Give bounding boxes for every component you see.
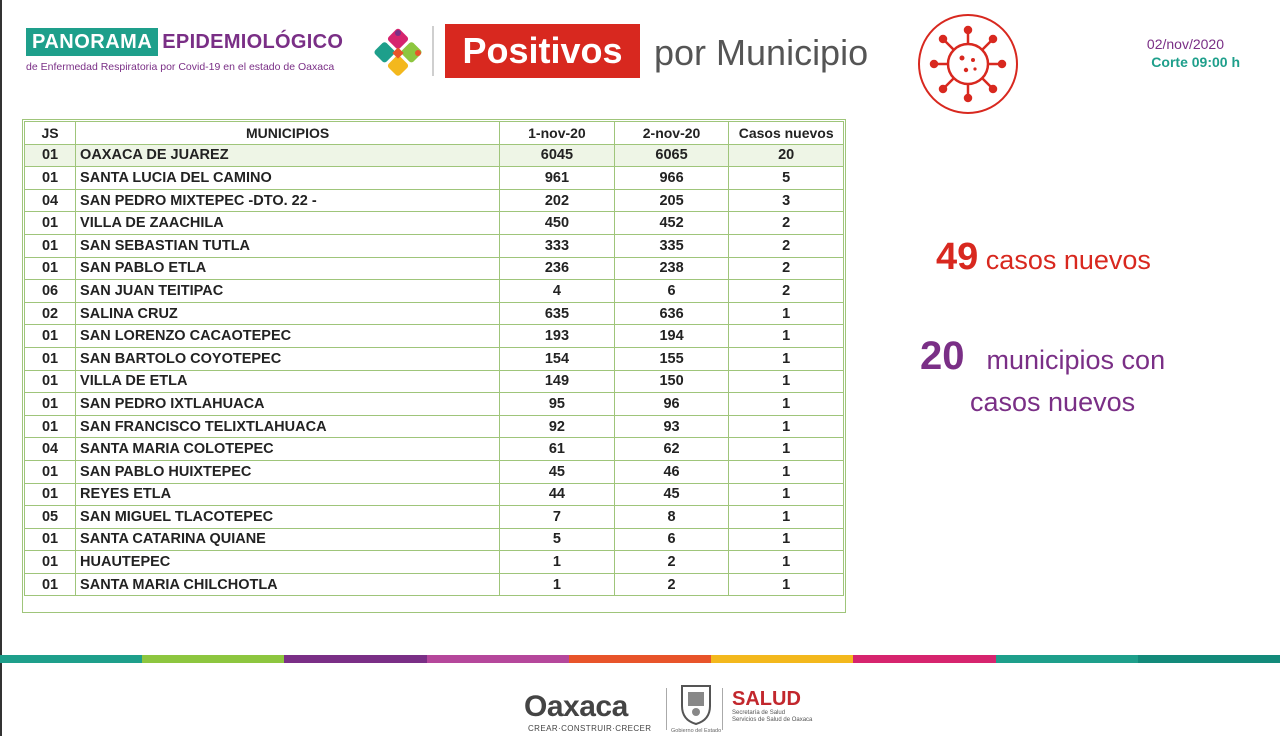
casos-nuevos-cell: 1	[729, 393, 844, 416]
date2-cell: 6	[614, 280, 729, 303]
crest-caption: Gobierno del Estado	[671, 728, 722, 734]
oaxaca-logo: Oaxaca	[524, 690, 628, 723]
js-cell: 01	[25, 415, 76, 438]
table-row	[25, 212, 844, 235]
casos-label: casos nuevos	[985, 245, 1151, 275]
salud-logo: SALUD	[732, 688, 801, 710]
header-casos-nuevos: Casos nuevos	[729, 122, 844, 145]
stripe-segment	[284, 655, 426, 663]
table-row	[25, 167, 844, 190]
date1-cell: 149	[500, 370, 615, 393]
header-municipios: MUNICIPIOS	[76, 122, 500, 145]
municipio-cell: SAN LORENZO CACAOTEPEC	[76, 325, 500, 348]
report-cutoff: Corte 09:00 h	[1151, 54, 1240, 70]
js-cell: 01	[25, 144, 76, 167]
date2-cell: 194	[614, 325, 729, 348]
salud-caption	[732, 710, 812, 724]
stripe-segment	[569, 655, 711, 663]
table-row	[25, 393, 844, 416]
date2-cell: 335	[614, 234, 729, 257]
date1-cell: 45	[500, 460, 615, 483]
state-crest-icon	[676, 682, 716, 726]
footer-divider-1	[666, 688, 667, 730]
casos-nuevos-cell: 2	[729, 212, 844, 235]
date2-cell: 150	[614, 370, 729, 393]
date2-cell: 205	[614, 189, 729, 212]
municipio-cell: SAN PABLO HUIXTEPEC	[76, 460, 500, 483]
casos-nuevos-cell: 1	[729, 506, 844, 529]
municipio-cell: SAN SEBASTIAN TUTLA	[76, 234, 500, 257]
date1-cell: 4	[500, 280, 615, 303]
js-cell: 01	[25, 234, 76, 257]
casos-nuevos-cell: 1	[729, 370, 844, 393]
table-row	[25, 370, 844, 393]
casos-nuevos-cell: 1	[729, 483, 844, 506]
js-cell: 01	[25, 573, 76, 596]
report-date: 02/nov/2020	[1146, 36, 1224, 52]
positivos-banner: Positivos	[445, 24, 640, 78]
table-header-row	[25, 122, 844, 145]
js-cell: 01	[25, 460, 76, 483]
virus-icon	[916, 12, 1020, 116]
date1-cell: 193	[500, 325, 615, 348]
date1-cell: 236	[500, 257, 615, 280]
table-row	[25, 551, 844, 574]
date1-cell: 154	[500, 347, 615, 370]
casos-nuevos-cell: 2	[729, 257, 844, 280]
casos-count: 49	[936, 236, 979, 278]
stripe-segment	[996, 655, 1138, 663]
date1-cell: 202	[500, 189, 615, 212]
casos-nuevos-cell: 1	[729, 302, 844, 325]
municipios-count: 20	[920, 334, 965, 378]
salud-caption-1: Secretaría de Salud	[732, 710, 786, 716]
table-row	[25, 415, 844, 438]
js-cell: 06	[25, 280, 76, 303]
header-date-1: 1-nov-20	[500, 122, 615, 145]
date2-cell: 46	[614, 460, 729, 483]
municipio-cell: SAN MIGUEL TLACOTEPEC	[76, 506, 500, 529]
stripe-segment	[427, 655, 569, 663]
municipios-label-2: casos nuevos	[970, 387, 1136, 417]
js-cell: 04	[25, 438, 76, 461]
js-cell: 01	[25, 370, 76, 393]
casos-nuevos-cell: 1	[729, 325, 844, 348]
epidemiologico-label: EPIDEMIOLÓGICO	[162, 31, 344, 53]
casos-nuevos-cell: 2	[729, 280, 844, 303]
casos-nuevos-cell: 1	[729, 415, 844, 438]
municipio-cell: VILLA DE ZAACHILA	[76, 212, 500, 235]
date2-cell: 155	[614, 347, 729, 370]
js-cell: 01	[25, 528, 76, 551]
oaxaca-tagline: CREAR·CONSTRUIR·CRECER	[528, 724, 652, 733]
municipio-cell: SAN BARTOLO COYOTEPEC	[76, 347, 500, 370]
stripe-segment	[711, 655, 853, 663]
js-cell: 01	[25, 347, 76, 370]
panorama-logo	[26, 28, 343, 73]
table-row	[25, 528, 844, 551]
municipio-cell: SAN PEDRO MIXTEPEC -DTO. 22 -	[76, 189, 500, 212]
date1-cell: 7	[500, 506, 615, 529]
js-cell: 01	[25, 551, 76, 574]
date1-cell: 1	[500, 573, 615, 596]
header-js: JS	[25, 122, 76, 145]
table-row	[25, 483, 844, 506]
stripe-segment	[1138, 655, 1280, 663]
por-municipio-title: por Municipio	[654, 32, 869, 73]
casos-nuevos-cell: 3	[729, 189, 844, 212]
table-row	[25, 438, 844, 461]
js-cell: 01	[25, 212, 76, 235]
municipio-cell: SAN PEDRO IXTLAHUACA	[76, 393, 500, 416]
date2-cell: 6065	[614, 144, 729, 167]
date2-cell: 45	[614, 483, 729, 506]
municipio-cell: REYES ETLA	[76, 483, 500, 506]
date1-cell: 95	[500, 393, 615, 416]
footer-logos	[0, 680, 1280, 736]
header-divider	[432, 26, 434, 76]
date2-cell: 2	[614, 573, 729, 596]
stripe-segment	[142, 655, 284, 663]
date2-cell: 96	[614, 393, 729, 416]
js-cell: 01	[25, 483, 76, 506]
municipio-cell: SANTA CATARINA QUIANE	[76, 528, 500, 551]
casos-nuevos-cell: 5	[729, 167, 844, 190]
municipio-cell: SANTA MARIA CHILCHOTLA	[76, 573, 500, 596]
casos-nuevos-cell: 1	[729, 438, 844, 461]
table-row	[25, 144, 844, 167]
municipio-cell: HUAUTEPEC	[76, 551, 500, 574]
municipios-summary	[920, 335, 1165, 423]
municipio-cell: OAXACA DE JUAREZ	[76, 144, 500, 167]
casos-nuevos-cell: 1	[729, 460, 844, 483]
date2-cell: 93	[614, 415, 729, 438]
js-cell: 01	[25, 393, 76, 416]
table-row	[25, 573, 844, 596]
js-cell: 01	[25, 257, 76, 280]
panorama-subtitle: de Enfermedad Respiratoria por Covid-19 en el estado de Oaxaca	[26, 61, 335, 73]
js-cell: 02	[25, 302, 76, 325]
date2-cell: 6	[614, 528, 729, 551]
date1-cell: 450	[500, 212, 615, 235]
date1-cell: 333	[500, 234, 615, 257]
date2-cell: 636	[614, 302, 729, 325]
date1-cell: 1	[500, 551, 615, 574]
date2-cell: 8	[614, 506, 729, 529]
date1-cell: 61	[500, 438, 615, 461]
date1-cell: 635	[500, 302, 615, 325]
casos-nuevos-cell: 1	[729, 551, 844, 574]
casos-nuevos-cell: 1	[729, 347, 844, 370]
date2-cell: 62	[614, 438, 729, 461]
municipio-cell: SAN JUAN TEITIPAC	[76, 280, 500, 303]
date1-cell: 92	[500, 415, 615, 438]
date1-cell: 5	[500, 528, 615, 551]
date1-cell: 44	[500, 483, 615, 506]
table-row	[25, 347, 844, 370]
date2-cell: 452	[614, 212, 729, 235]
municipios-table	[24, 121, 844, 596]
municipio-cell: VILLA DE ETLA	[76, 370, 500, 393]
casos-nuevos-summary	[936, 236, 1151, 279]
table-row	[25, 506, 844, 529]
date2-cell: 2	[614, 551, 729, 574]
municipios-label-1: municipios con	[986, 345, 1166, 375]
table-row	[25, 257, 844, 280]
mosaic-logo-icon	[372, 27, 424, 79]
stripe-segment	[853, 655, 995, 663]
municipio-cell: SALINA CRUZ	[76, 302, 500, 325]
casos-nuevos-cell: 2	[729, 234, 844, 257]
js-cell: 05	[25, 506, 76, 529]
casos-nuevos-cell: 1	[729, 573, 844, 596]
header-date-2: 2-nov-20	[614, 122, 729, 145]
stripe-segment	[0, 655, 142, 663]
date2-cell: 966	[614, 167, 729, 190]
table-row	[25, 234, 844, 257]
casos-nuevos-cell: 20	[729, 144, 844, 167]
municipio-cell: SANTA MARIA COLOTEPEC	[76, 438, 500, 461]
date1-cell: 961	[500, 167, 615, 190]
footer-divider-2	[722, 688, 723, 730]
table-row	[25, 189, 844, 212]
salud-caption-2: Servicios de Salud de Oaxaca	[732, 717, 813, 723]
js-cell: 04	[25, 189, 76, 212]
table-row	[25, 460, 844, 483]
table-row	[25, 302, 844, 325]
table-row	[25, 280, 844, 303]
casos-nuevos-cell: 1	[729, 528, 844, 551]
municipio-cell: SANTA LUCIA DEL CAMINO	[76, 167, 500, 190]
js-cell: 01	[25, 325, 76, 348]
municipio-cell: SAN PABLO ETLA	[76, 257, 500, 280]
table-row	[25, 325, 844, 348]
date2-cell: 238	[614, 257, 729, 280]
date1-cell: 6045	[500, 144, 615, 167]
panorama-label: PANORAMA	[26, 28, 158, 56]
municipio-cell: SAN FRANCISCO TELIXTLAHUACA	[76, 415, 500, 438]
color-stripe	[0, 655, 1280, 663]
js-cell: 01	[25, 167, 76, 190]
